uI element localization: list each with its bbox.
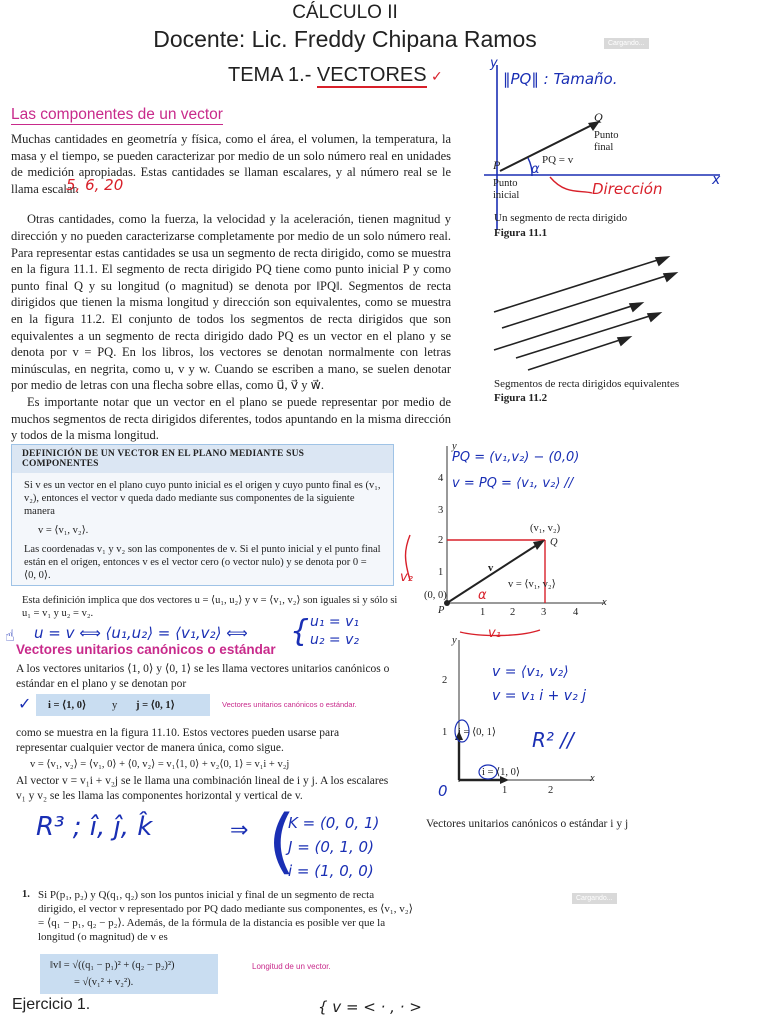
hw-alpha: α: [531, 162, 540, 177]
hw-j: J = (0, 1, 0): [288, 838, 374, 856]
hw-brace-icon: {: [290, 614, 310, 649]
hw-r3: R³ ; î, ĵ, k̂: [36, 812, 153, 842]
combination-formula: v = ⟨v₁, v₂⟩ = ⟨v₁, 0⟩ + ⟨0, v₂⟩ = v₁⟨1, 0⟩ + v₂⟨0, 1⟩ = v₁i + v₂j: [30, 759, 290, 770]
section2-heading: Vectores unitarios canónicos o estándar: [16, 642, 276, 657]
figure1-title: Figura 11.1: [494, 227, 548, 239]
y-tick: 1: [442, 727, 448, 738]
topic-prefix: TEMA 1.-: [228, 64, 317, 86]
topic-title: [228, 64, 443, 87]
label-x: x: [590, 773, 595, 784]
paragraph: Es importante notar que un vector en el plano se puede representar por medio de muchos segmentos de recta dirigidos diferentes, todos apuntando en la misma dirección y todos de la misma longitud.: [11, 394, 451, 443]
i-definition: i = ⟨1, 0⟩: [48, 700, 87, 711]
hw-y-label: y: [490, 56, 498, 71]
label-p: P: [493, 158, 501, 172]
hw-r2: R² //: [532, 728, 574, 752]
arrowhead-icon: [533, 540, 545, 550]
definition-text: Si v es un vector en el plano cuyo punto inicial es el origen y cuyo punto final es (v₁, v₂), entonces el vector v queda dado mediante sus componentes de la siguiente manera: [24, 480, 381, 517]
label-origin: (0, 0): [424, 590, 447, 601]
hw-pq-formula: PQ = (v₁,v₂) − (0,0): [452, 450, 580, 465]
hw-exercise: { v = < · , · >: [318, 998, 422, 1016]
section2-text-3: Al vector v = v₁i + v₂j se le llama una combinación lineal de i y j. A los escalares v₁ y v₂ se les llama las componentes horizontal y vertical de v.: [16, 775, 389, 802]
hw-combo: v = v₁ i + v₂ j: [492, 688, 587, 704]
paragraph: Muchas cantidades en geometría y física, como el área, el volumen, la temperatura, la masa y el tiempo, se pueden caracterizar por medio de un solo número real en unidades de medición apropiadas. Estas cantidades se llaman escalares, y al número real se le llama escalar.: [11, 132, 451, 196]
definition-formula: v = ⟨v₁, v₂⟩.: [38, 525, 89, 536]
hw-tamano: ‖PQ‖ : Tamaño.: [503, 70, 618, 88]
label-i: i = ⟨1, 0⟩: [482, 767, 521, 778]
hw-alpha: α: [478, 588, 487, 603]
x-tick: 3: [541, 607, 547, 618]
x-tick: 2: [510, 607, 516, 618]
and-word: y: [112, 700, 118, 711]
y-tick: 4: [438, 473, 444, 484]
check-mark-icon: ✓: [426, 69, 443, 85]
hw-check-icon: ✓: [18, 694, 32, 713]
label-vec: v = ⟨v₁, v₂⟩: [508, 579, 556, 590]
topic-main: VECTORES: [316, 64, 427, 86]
loading-badge: Cargando...: [572, 893, 617, 904]
definition-heading: DEFINICIÓN DE UN VECTOR EN EL PLANO MEDIANTE SUS COMPONENTES: [12, 445, 393, 473]
x-tick: 1: [502, 785, 508, 796]
label-x: x: [602, 597, 607, 608]
exercise-title: Ejercicio 1.: [12, 996, 91, 1013]
label-final: Punto final: [594, 130, 619, 153]
y-tick: 3: [438, 505, 444, 516]
hw-x-label: x: [712, 172, 721, 188]
label-p: P: [438, 605, 445, 616]
label-inicial: Punto inicial: [493, 178, 520, 201]
hw-direction-arrow: [550, 177, 592, 193]
norm-formula-2: = √(v₁² + v₂²).: [74, 977, 134, 988]
hw-v-formula: v = PQ = ⟨v₁, v₂⟩ //: [452, 476, 574, 491]
x-tick: 4: [573, 607, 579, 618]
definition-box: [11, 444, 394, 586]
x-tick: 2: [548, 785, 554, 796]
side-note: Longitud de un vector.: [252, 962, 331, 971]
hw-eq-1: u₁ = v₁: [310, 614, 360, 630]
label-j: j = ⟨0, 1⟩: [458, 727, 497, 738]
y-tick: 2: [438, 535, 444, 546]
loading-badge: Cargando...: [604, 38, 649, 49]
figure1-caption: Un segmento de recta dirigido: [494, 212, 628, 224]
hw-zero: 0: [438, 782, 448, 800]
hw-direccion: Dirección: [592, 180, 663, 198]
definition-text-2: Las coordenadas v₁ y v₂ son las componentes de v. Si el punto inicial y el punto final están en el origen, entonces v es el vector cero (o vector nulo) y se denota por 0 = ⟨0, 0⟩.: [24, 544, 381, 581]
figure-11-2: [488, 250, 688, 375]
hw-paren-icon: (: [268, 800, 296, 882]
equality-text: Esta definición implica que dos vectores u = ⟨u₁, u₂⟩ y v = ⟨v₁, v₂⟩ son iguales si y sólo si u₁ = v₁ y u₂ = v₂.: [22, 595, 398, 619]
label-y: y: [452, 635, 457, 646]
hw-v-def: v = ⟨v₁, v₂⟩: [492, 664, 569, 680]
section2-text-2: como se muestra en la figura 11.10. Estos vectores pueden usarse para representar cualquier vector de manera única, como sigue.: [16, 727, 340, 754]
norm-formula-1: ‖v‖ = √((q₁ − p₁)² + (q₂ − p₂)²): [50, 960, 175, 971]
side-note: Vectores unitarios canónicos o estándar.: [222, 700, 357, 709]
label-v1v2: (v₁, v₂): [530, 523, 561, 534]
j-definition: j = ⟨0, 1⟩: [136, 700, 175, 711]
vector-v: [447, 541, 543, 603]
hw-eq-2: u₂ = v₂: [310, 632, 360, 648]
hw-cursor-icon: ☝: [5, 626, 15, 645]
course-title: CÁLCULO II: [292, 2, 398, 23]
section2-text: A los vectores unitarios ⟨1, 0⟩ y ⟨0, 1⟩ se les llama vectores unitarios canónicos o estándar en el plano y se denotan por: [16, 663, 390, 690]
label-q: Q: [550, 537, 558, 548]
section-heading: Las componentes de un vector: [11, 106, 223, 123]
item-number: 1.: [22, 889, 30, 900]
label-q: Q: [594, 110, 603, 124]
y-tick: 2: [442, 675, 448, 686]
x-tick: 1: [480, 607, 486, 618]
hw-equality: u = v ⟺ ⟨u₁,u₂⟩ = ⟨v₁,v₂⟩ ⟺: [34, 624, 248, 642]
figure2-title: Figura 11.2: [494, 392, 548, 404]
section3-text: Si P(p₁, p₂) y Q(q₁, q₂) son los puntos inicial y final de un segmento de recta dirigido, el vector v representado por PQ dado mediante sus componentes, es ⟨v₁, v₂⟩ = ⟨q₁ − p₁, q₂ − p₂⟩. Además, de la fórmula de la distancia es posible ver que la longitud (o magnitud) de v es: [38, 889, 413, 943]
figure2-caption: Segmentos de recta dirigidos equivalentes: [494, 378, 680, 390]
hw-v2: v₂: [400, 570, 413, 585]
hw-implies-icon: ⇒: [230, 818, 249, 843]
graph2-caption: Vectores unitarios canónicos o estándar i y j: [426, 818, 629, 830]
hw-v1: v₁: [488, 626, 501, 641]
label-v: v: [488, 563, 494, 574]
y-tick: 1: [438, 567, 444, 578]
hw-i: i = (1, 0, 0): [288, 862, 374, 880]
handwritten-scalars: 5, 6, 20: [66, 176, 124, 194]
paragraph: Otras cantidades, como la fuerza, la velocidad y la aceleración, tienen magnitud y dirección y no pueden caracterizarse completamente por medio de un solo número real. Para representar estas cantidades se usa un segmento de recta dirigido, como se muestra en la figura 11.1. El segmento de recta dirigido PQ tiene como punto inicial P y como punto final Q y su longitud (o magnitud) se denota por ‖PQ‖. Segmentos de recta dirigidos que tienen la misma longitud y dirección son equivalentes, como se muestra en la figura 11.2. El conjunto de todos los segmentos de recta dirigidos que son equivalentes a un segmento de recta dirigido dado PQ es un vector en el plano y se denota por v = PQ. En los libros, los vectores se denotan normalmente con letras minúsculas, en negrita, como u, v y w. Cuando se escriben a mano, se suelen denotar por medio de letras con una flecha sobre ellas, como u⃗, v⃗ y w⃗.: [11, 212, 451, 393]
teacher-name: Docente: Lic. Freddy Chipana Ramos: [153, 26, 537, 52]
label-pq: PQ = v: [542, 154, 574, 166]
hw-k: K = (0, 0, 1): [288, 814, 380, 832]
label-y: y: [452, 441, 457, 452]
